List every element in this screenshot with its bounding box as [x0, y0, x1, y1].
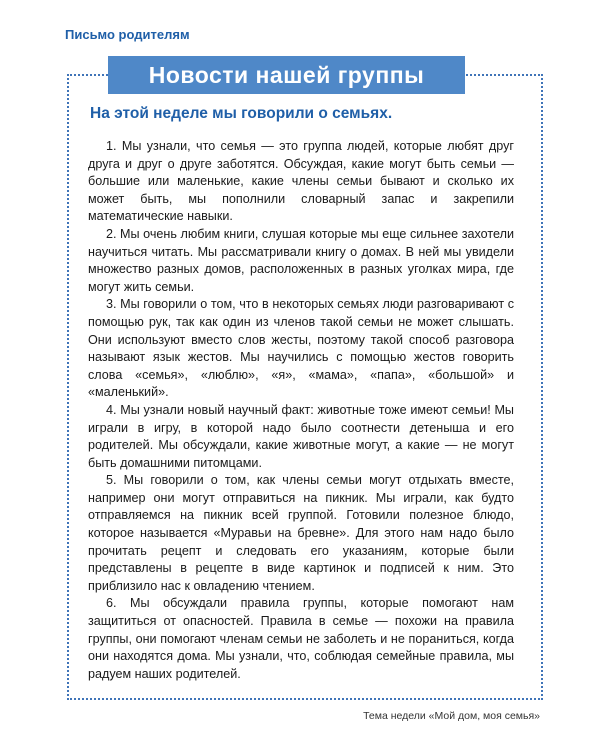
- article-paragraph-1: 1. Мы узнали, что семья — это группа людей, которые любят друг друга и друг о друге заботятся. Обсуждая, какие могут быть семьи — большие или маленькие, какие члены семьи бывают и сколько их может быть, мы пополнили словарный запас и закрепили математические навыки.: [88, 139, 514, 224]
- section-label: Письмо родителям: [65, 27, 190, 42]
- article-paragraph-3: 3. Мы говорили о том, что в некоторых семьях люди разговаривают с помощью рук, так как один из членов такой семьи не может слышать. Они используют вместо слов жесты, поэтому такой способ разговора называют язык жестов. Мы научились с помощью жестов говорить слова «семья», «люблю», «я», «мама», «папа», «большой» и «маленький».: [88, 297, 514, 400]
- banner-title: Новости нашей группы: [148, 61, 425, 88]
- article-body: [88, 138, 514, 683]
- news-banner: [108, 56, 465, 94]
- article-paragraph-6: 6. Мы обсуждали правила группы, которые помогают нам защититься от опасностей. Правила в семье — похожи на правила группы, они помогают членам семьи не заболеть и не пораниться, когда они находятся дома. Мы узнали, что, соблюдая семейные правила, мы радуем наших родителей.: [88, 596, 514, 681]
- article-paragraph-4: 4. Мы узнали новый научный факт: животные тоже имеют семьи! Мы играли в игру, в которой надо было соотнести детеныша и его родителей. Мы обсуждали, какие животные могут, а какие — не могут быть домашними питомцами.: [88, 402, 514, 470]
- week-theme-footer: Тема недели «Мой дом, моя семья»: [363, 710, 540, 722]
- article-heading: На этой неделе мы говорили о семьях.: [90, 105, 393, 122]
- article-paragraph-2: 2. Мы очень любим книги, слушая которые мы еще сильнее захотели научиться читать. Мы рассматривали книгу о домах. В ней мы увидели множество разных домов, расположенных в разных уголках мира, где могут жить семьи.: [88, 226, 514, 294]
- article-paragraph-5: 5. Мы говорили о том, как члены семьи могут отдыхать вместе, например они могут отправиться на пикник. Мы играли, как будто отправляемся на пикник всей группой. Готовили полезное блюдо, которое называется «Муравьи на бревне». Для этого нам надо было прочитать рецепт и следовать его указаниям, которые были представлены в рецепте в виде картинок и подписей к ним. Это приблизило нас к овладению чтением.: [88, 473, 514, 593]
